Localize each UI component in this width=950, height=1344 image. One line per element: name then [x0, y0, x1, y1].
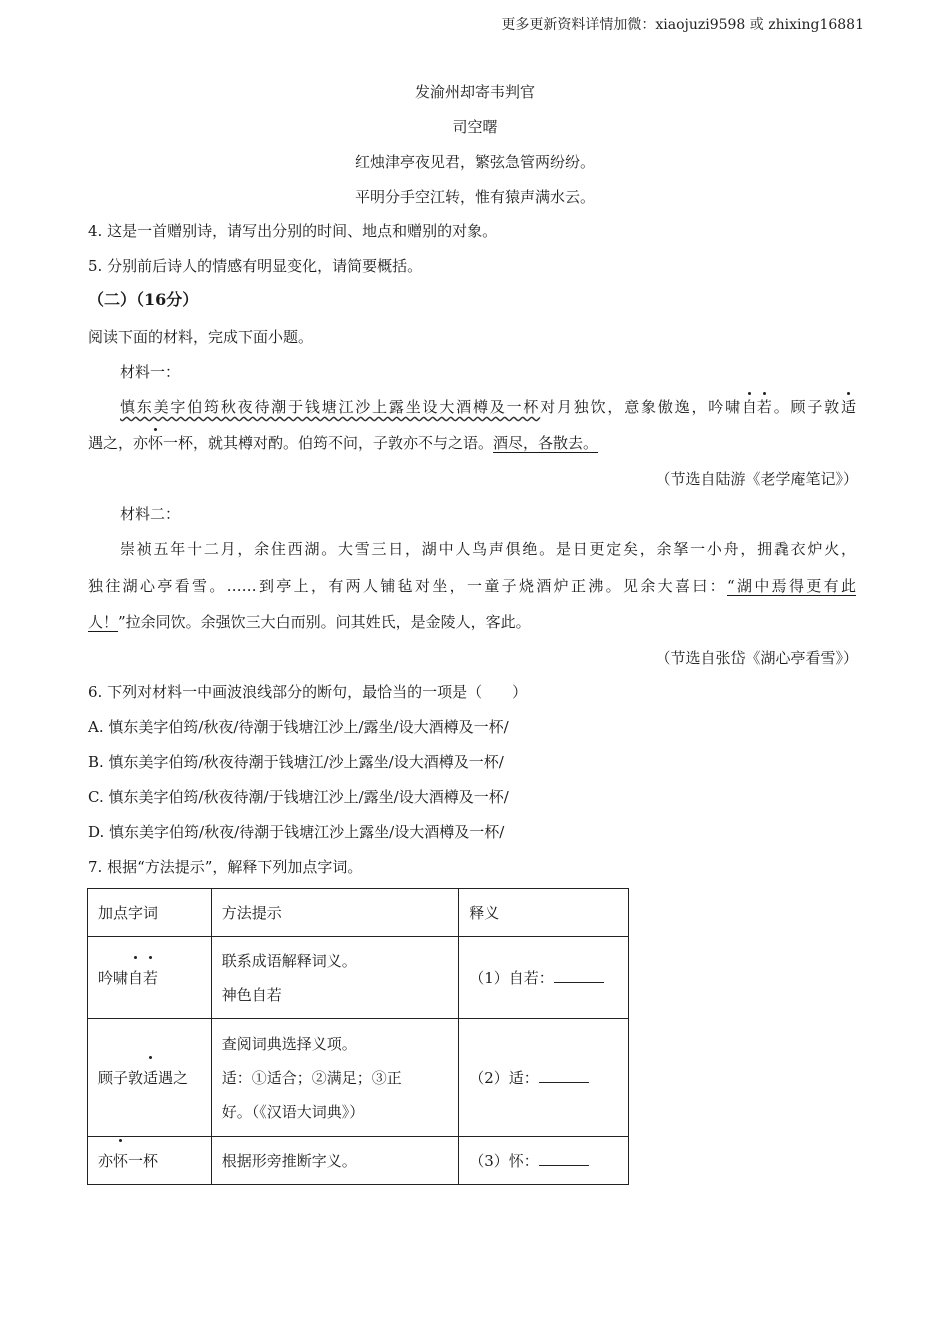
table-cell-word: 顾子敦适遇之 [88, 1019, 212, 1137]
material-2-source: （节选自张岱《湖心亭看雪》） [655, 649, 858, 667]
table-cell-hint: 根据形旁推断字义。 [211, 1137, 458, 1185]
table-row [88, 1137, 629, 1185]
poem-line-2: 平明分手空江转，惟有猿声满水云。 [354, 188, 595, 206]
table-header-row [88, 889, 629, 937]
answer-blank[interactable] [539, 1068, 589, 1083]
material-1-line-1: 慎东美字伯筠秋夜待潮于钱塘江沙上露坐设大酒樽及一杯对月独饮，意象傲逸，吟啸自若。顾子敦适 [120, 398, 856, 416]
material-1-line-2: 遇之，亦怀一杯，就其樽对酌。伯筠不问，子敦亦不与之语。酒尽，各散去。 [88, 434, 599, 452]
poem-line-1: 红烛津亭夜见君，繁弦急管两纷纷。 [354, 153, 595, 171]
table-cell-word: 亦怀一杯 [88, 1137, 212, 1185]
material-2-label: 材料二： [120, 505, 181, 523]
material-1-label: 材料一： [120, 363, 181, 381]
table-cell-answer: （2）适： [459, 1019, 629, 1137]
dotted-char: 适 [840, 398, 856, 416]
table-header: 释义 [459, 889, 629, 937]
underlined-text: 酒尽，各散去。 [493, 434, 599, 452]
vocab-table [87, 888, 629, 1185]
underlined-text: “湖中焉得更有此 [727, 577, 856, 595]
section-heading: （二）（16分） [88, 290, 199, 309]
question-6-option-b: B. 慎东美字伯筠/秋夜待潮于钱塘江/沙上露坐/设大酒樽及一杯/ [88, 753, 504, 771]
table-row [88, 1019, 629, 1137]
page-header-note: 更多更新资料详情加微：xiaojuzi9598 或 zhixing16881 [501, 17, 864, 33]
material-2-line-3: 人！”拉余同饮。余强饮三大白而别。问其姓氏，是金陵人，客此。 [88, 613, 531, 631]
table-row [88, 937, 629, 1019]
table-cell-hint: 联系成语解释词义。 神色自若 [211, 937, 458, 1019]
question-6-stem: 6. 下列对材料一中画波浪线部分的断句，最恰当的一项是（ ） [88, 683, 528, 701]
answer-blank[interactable] [539, 1151, 589, 1166]
table-cell-answer: （3）怀： [459, 1137, 629, 1185]
instruction: 阅读下面的材料，完成下面小题。 [88, 328, 314, 346]
question-6-option-d: D. 慎东美字伯筠/秋夜/待潮于钱塘江沙上露坐/设大酒樽及一杯/ [88, 823, 505, 841]
table-header: 加点字词 [88, 889, 212, 937]
answer-blank[interactable] [554, 968, 604, 983]
question-6-option-a: A. 慎东美字伯筠/秋夜/待潮于钱塘江沙上/露坐/设大酒樽及一杯/ [88, 718, 509, 736]
dotted-char: 自 [741, 398, 757, 416]
wavy-underlined-text: 慎东美字伯筠秋夜待潮于钱塘江沙上露坐设大酒樽及一杯 [120, 398, 541, 416]
table-cell-hint: 查阅词典选择义项。 适：①适合；②满足；③正 好。（《汉语大词典》） [211, 1019, 458, 1137]
dotted-char: 若 [756, 398, 772, 416]
material-1-source: （节选自陆游《老学庵笔记》） [655, 470, 858, 488]
poem-title: 发渝州却寄韦判官 [414, 83, 535, 101]
question-7-stem: 7. 根据“方法提示”，解释下列加点字词。 [88, 858, 363, 876]
table-header: 方法提示 [211, 889, 458, 937]
table-cell-answer: （1）自若： [459, 937, 629, 1019]
underlined-text: 人！ [88, 613, 119, 631]
material-2-line-2: 独往湖心亭看雪。……到亭上，有两人铺毡对坐，一童子烧酒炉正沸。见余大喜曰：“湖中焉得更有此 [88, 577, 856, 595]
poem-author: 司空曙 [452, 118, 498, 136]
material-2-line-1: 崇祯五年十二月，余住西湖。大雪三日，湖中人鸟声俱绝。是日更定矣，余拏一小舟，拥毳衣炉火， [120, 540, 856, 558]
question-5: 5. 分别前后诗人的情感有明显变化，请简要概括。 [88, 257, 423, 275]
table-cell-word: 吟啸自若 [88, 937, 212, 1019]
question-6-option-c: C. 慎东美字伯筠/秋夜待潮/于钱塘江沙上/露坐/设大酒樽及一杯/ [88, 788, 509, 806]
question-4: 4. 这是一首赠别诗，请写出分别的时间、地点和赠别的对象。 [88, 222, 498, 240]
dotted-char: 怀 [148, 434, 164, 452]
